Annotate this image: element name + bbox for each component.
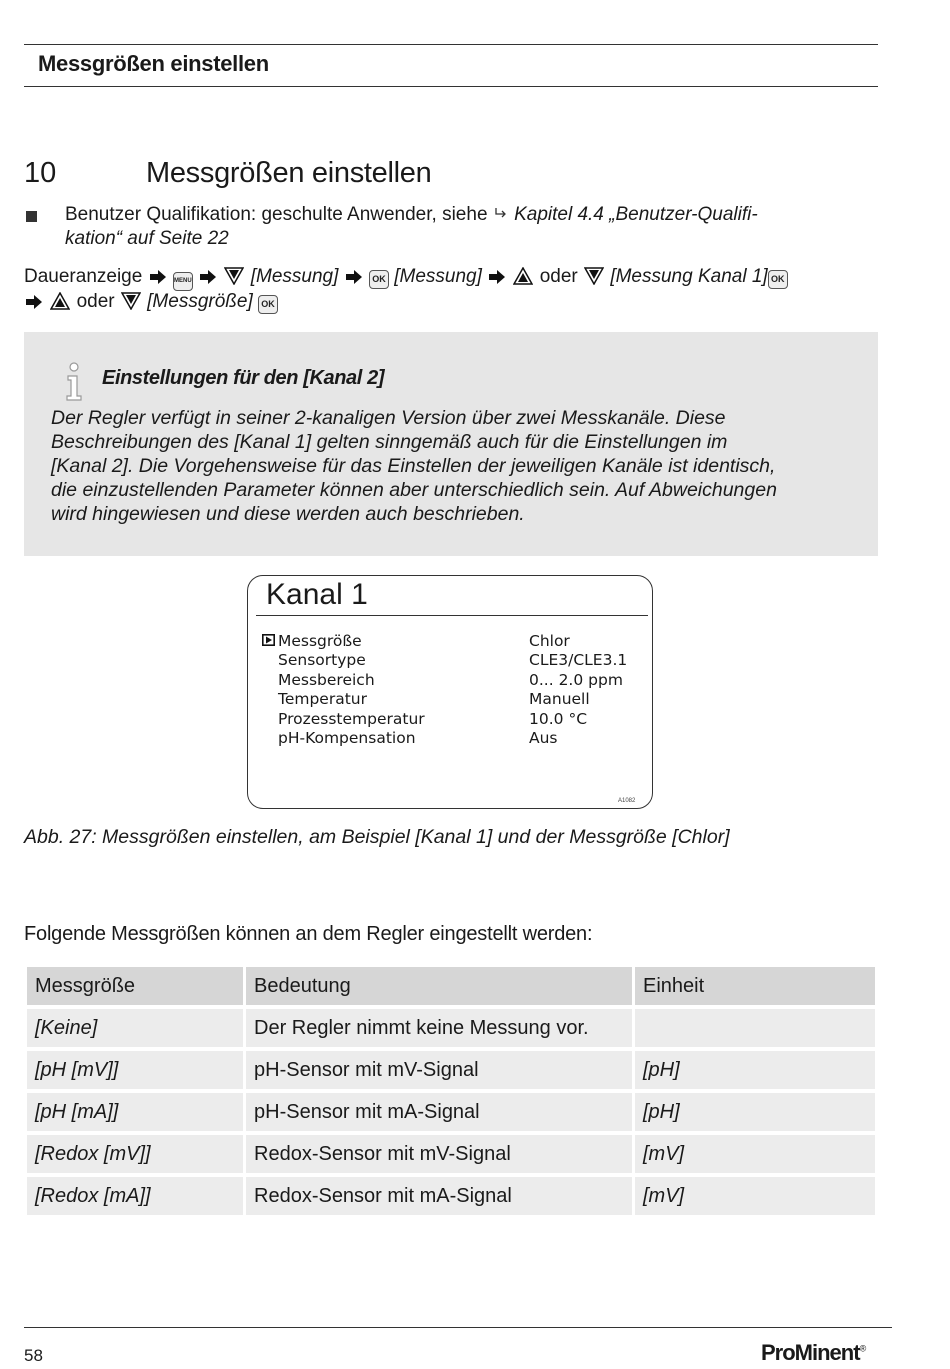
up-key-icon [513, 267, 533, 285]
device-screen-figure [247, 575, 653, 809]
nav-oder: oder [539, 266, 578, 287]
table-header: Messgröße [27, 967, 243, 1005]
info-line: die einzustellenden Parameter können aber unterschiedlich sein. Auf Abweichungen [51, 479, 777, 501]
table-row [27, 1135, 875, 1173]
nav-oder-2: oder [76, 291, 115, 312]
figure-code: A1082 [618, 798, 636, 804]
chapter-title: Messgrößen einstellen [146, 157, 432, 189]
menu-item-name: Messbereich [278, 670, 375, 689]
table-cell: [pH] [635, 1093, 875, 1131]
menu-item-name: Temperatur [278, 690, 367, 709]
table-header: Einheit [635, 967, 875, 1005]
table-row [27, 1093, 875, 1131]
table-cell: [pH [mV]] [27, 1051, 243, 1089]
screen-menu-item [262, 729, 652, 748]
table-cell: pH-Sensor mit mV-Signal [246, 1051, 632, 1089]
measurement-table [24, 963, 878, 1219]
arrow-right-icon [345, 269, 363, 285]
ok-key-icon: OK [369, 270, 389, 289]
arrow-right-icon [149, 269, 167, 285]
info-text [51, 406, 867, 526]
nav-start: Daueranzeige [24, 266, 143, 287]
nav-messung-2: [Messung] [394, 266, 482, 287]
menu-item-value: Aus [529, 728, 558, 747]
ok-key-icon: OK [258, 295, 278, 314]
chapter-number: 10 [24, 157, 57, 189]
table-row [27, 1177, 875, 1215]
qualification-label: Benutzer Qualifikation: [65, 204, 257, 225]
table-cell [635, 1009, 875, 1047]
table-intro: Folgende Messgrößen können an dem Regler eingestellt werden: [24, 923, 593, 945]
qualification-text: geschulte Anwender, siehe [261, 204, 488, 225]
brand-logo [761, 1340, 865, 1366]
info-line: Beschreibungen des [Kanal 1] gelten sinngemäß auch für die Einstellungen im [51, 431, 728, 453]
down-key-icon [224, 267, 244, 285]
screen-title: Kanal 1 [266, 578, 368, 611]
table-cell: [mV] [635, 1135, 875, 1173]
menu-item-name: Sensortype [278, 651, 366, 670]
menu-item-name: Prozesstemperatur [278, 709, 425, 728]
nav-path-line-1 [24, 265, 788, 291]
table-cell: [Redox [mV]] [27, 1135, 243, 1173]
menu-item-value: Manuell [529, 690, 590, 709]
screen-title-rule [256, 615, 648, 616]
table-cell: Der Regler nimmt keine Messung vor. [246, 1009, 632, 1047]
bullet-square [26, 211, 37, 222]
table-cell: [Keine] [27, 1009, 243, 1047]
screen-menu-list [262, 632, 652, 748]
menu-item-value: 0... 2.0 ppm [529, 670, 623, 689]
header-top-rule [24, 44, 878, 45]
up-key-icon [50, 292, 70, 310]
info-line: Der Regler verfügt in seiner 2-kanaligen Version über zwei Messkanäle. Diese [51, 407, 726, 429]
nav-path-line-2 [24, 290, 278, 314]
down-key-icon [584, 267, 604, 285]
info-title: Einstellungen für den [Kanal 2] [102, 367, 385, 389]
down-key-icon [121, 292, 141, 310]
table-header-row [27, 967, 875, 1005]
screen-menu-item [262, 690, 652, 709]
screen-menu-item [262, 632, 652, 651]
table-row [27, 1009, 875, 1047]
arrow-right-icon [199, 269, 217, 285]
figure-caption: Abb. 27: Messgrößen einstellen, am Beispiel [Kanal 1] und der Messgröße [Chlor] [24, 826, 730, 848]
table-cell: [pH [mA]] [27, 1093, 243, 1131]
header-bottom-rule [24, 86, 878, 87]
page-number: 58 [24, 1346, 43, 1365]
menu-item-value: CLE3/CLE3.1 [529, 651, 628, 670]
nav-messung-kanal: [Messung Kanal 1] [610, 266, 768, 287]
arrow-right-icon [488, 269, 506, 285]
table-header: Bedeutung [246, 967, 632, 1005]
menu-item-name: pH-Kompensation [278, 728, 416, 747]
ok-key-icon: OK [768, 270, 788, 289]
nav-messgroesse: [Messgröße] [147, 291, 253, 312]
table-cell: [mV] [635, 1177, 875, 1215]
table-row [27, 1051, 875, 1089]
screen-menu-item [262, 710, 652, 729]
info-icon [62, 362, 86, 402]
menu-item-value: Chlor [529, 632, 570, 650]
reference-arrow-icon [493, 206, 509, 222]
menu-item-name: Messgröße [278, 632, 362, 650]
registered-mark: ® [859, 1343, 866, 1354]
screen-menu-item [262, 651, 652, 670]
menu-key-icon: MENU [173, 272, 193, 291]
screen-menu-item [262, 671, 652, 690]
footer-rule [24, 1327, 892, 1328]
info-line: [Kanal 2]. Die Vorgehensweise für das Einstellen der jeweiligen Kanäle ist identisch, [51, 455, 776, 477]
nav-messung: [Messung] [250, 266, 339, 287]
table-cell: [Redox [mA]] [27, 1177, 243, 1215]
chapter-reference-link-cont[interactable]: kation“ auf Seite 22 [65, 228, 229, 249]
info-line: wird hingewiesen und diese werden auch beschrieben. [51, 503, 525, 525]
chapter-reference-link[interactable]: Kapitel 4.4 „Benutzer-Qualifi- [514, 204, 758, 225]
table-cell: Redox-Sensor mit mA-Signal [246, 1177, 632, 1215]
table-cell: Redox-Sensor mit mV-Signal [246, 1135, 632, 1173]
brand-name: ProMinent [761, 1340, 860, 1365]
menu-item-value: 10.0 °C [529, 709, 588, 728]
qualification-bullet [65, 203, 865, 251]
table-cell: [pH] [635, 1051, 875, 1089]
arrow-right-icon [25, 294, 43, 310]
table-cell: pH-Sensor mit mA-Signal [246, 1093, 632, 1131]
selection-cursor-icon [262, 634, 275, 646]
running-header: Messgrößen einstellen [38, 51, 269, 76]
